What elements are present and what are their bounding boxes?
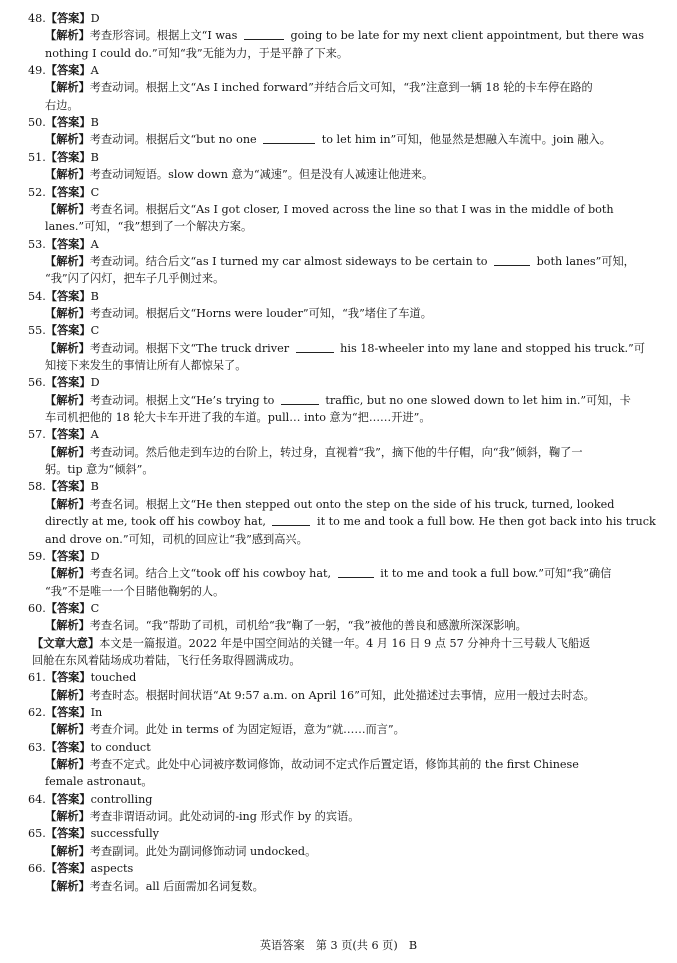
line-text: 66.: [28, 862, 46, 876]
fill-blank: [244, 28, 284, 40]
section-tag: 【解析】: [45, 28, 90, 43]
line-text: B: [90, 480, 99, 494]
line-text: 57.: [28, 428, 46, 442]
explanation-line: [0, 218, 677, 235]
explanation-line: [0, 45, 677, 62]
section-tag: 【答案】: [45, 184, 91, 199]
line-text: both lanes”可知，: [533, 254, 635, 268]
line-text: 考查非谓语动词。此处动词的-ing 形式作 by 的宾语。: [89, 810, 360, 824]
section-tag: 【解析】: [45, 566, 90, 581]
line-text: 51.: [28, 150, 46, 164]
line-text: 考查副词。此处为副词修饰动词 undocked。: [89, 844, 317, 858]
line-text: 考查动词。根据下文“The truck driver: [89, 341, 293, 355]
line-text: 考查动词。根据后文“Horns were louder”可知，“我”堵住了车道。: [89, 306, 432, 320]
line-text: 考查名词。根据后文“As I got closer, I moved across the line so that I was in the middle of both: [89, 202, 614, 216]
line-text: 考查动词。根据后文“but no one: [89, 133, 261, 147]
section-tag: 【解析】: [45, 878, 90, 893]
section-tag: 【解析】: [45, 80, 90, 95]
line-text: 考查动词。根据上文“As I inched forward”并结合后文可知，“我”注意到一辆 18 轮的卡车停在路的: [89, 81, 593, 95]
explanation-line: [0, 583, 677, 600]
line-text: 考查动词。结合后文“as I turned my car almost sideways to be certain to: [89, 254, 492, 268]
section-tag: 【答案】: [45, 288, 91, 303]
line-text: nothing I could do.”可知“我”无能为力，于是平静了下来。: [45, 46, 349, 60]
explanation-line: [0, 496, 677, 513]
line-text: 59.: [28, 549, 46, 563]
section-tag: 【解析】: [45, 809, 90, 824]
fill-blank: [272, 514, 310, 526]
line-text: 考查名词。“我”帮助了司机，司机给“我”鞠了一躬，“我”被他的善良和感激所深深影响。: [89, 619, 527, 633]
line-text: B: [90, 150, 99, 164]
line-text: going to be late for my next client appointment, but there was: [286, 29, 644, 43]
line-text: A: [90, 64, 99, 78]
line-text: 60.: [28, 601, 46, 615]
explanation-line: [0, 878, 677, 895]
line-text: B: [90, 116, 99, 130]
line-text: 考查动词。根据上文“He’s trying to: [89, 393, 278, 407]
line-text: 48.: [28, 12, 46, 25]
line-text: 考查名词。all 后面需加名词复数。: [89, 879, 264, 893]
line-text: C: [90, 324, 100, 338]
line-text: 53.: [28, 237, 46, 251]
line-text: 54.: [28, 289, 46, 303]
section-tag: 【文章大意】: [32, 635, 100, 650]
explanation-line: [0, 97, 677, 114]
answer-line: [0, 704, 677, 721]
line-text: 考查介词。此处 in terms of 为固定短语，意为“就……而言”。: [89, 723, 405, 737]
explanation-line: [0, 617, 677, 634]
answer-line: [0, 600, 677, 617]
line-text: 64.: [28, 792, 46, 806]
explanation-line: [0, 79, 677, 96]
explanation-line: [0, 357, 677, 374]
section-tag: 【答案】: [45, 375, 91, 390]
answer-line: [0, 791, 677, 808]
line-text: 61.: [28, 671, 46, 685]
fill-blank: [338, 566, 374, 578]
section-tag: 【答案】: [45, 705, 91, 719]
line-text: “我”不是唯一一个目睹他鞠躬的人。: [45, 584, 225, 598]
section-tag: 【答案】: [45, 861, 91, 876]
explanation-line: [0, 253, 677, 270]
line-text: “我”闪了闪灯，把车子几乎侧过来。: [45, 272, 225, 286]
explanation-line: [0, 305, 677, 322]
section-tag: 【解析】: [45, 253, 90, 268]
section-tag: 【答案】: [45, 115, 91, 130]
explanation-line: [0, 444, 677, 461]
line-text: D: [90, 376, 100, 390]
section-tag: 【答案】: [45, 236, 91, 251]
line-text: 考查名词。根据上文“He then stepped out onto the step on the side of his truck, turned, looked: [89, 497, 615, 511]
section-tag: 【答案】: [45, 739, 91, 754]
explanation-line: [0, 461, 677, 478]
explanation-line: [0, 409, 677, 426]
section-tag: 【解析】: [45, 618, 90, 633]
fill-blank: [263, 132, 315, 144]
answer-line: [0, 288, 677, 305]
line-text: touched: [90, 671, 137, 685]
line-text: 55.: [28, 324, 46, 338]
line-text: 本文是一篇报道。2022 年是中国空间站的关键一年。4 月 16 日 9 点 57 分神舟十三号载人飞船返: [99, 636, 591, 650]
explanation-line: [0, 340, 677, 357]
line-text: 52.: [28, 185, 46, 199]
line-text: D: [90, 12, 100, 25]
line-text: 50.: [28, 116, 46, 130]
line-text: 65.: [28, 827, 46, 841]
section-tag: 【答案】: [45, 149, 91, 164]
section-tag: 【解析】: [45, 496, 90, 511]
explanation-line: [0, 531, 677, 548]
section-tag: 【答案】: [45, 670, 91, 685]
explanation-line: [0, 201, 677, 218]
section-tag: 【答案】: [45, 826, 91, 841]
line-text: aspects: [90, 862, 134, 876]
line-text: lanes.”可知，“我”想到了一个解决方案。: [45, 220, 253, 234]
explanation-line: [0, 756, 677, 773]
line-text: and drove on.”可知，司机的回应让“我”感到高兴。: [45, 532, 308, 546]
answer-line: [0, 374, 677, 391]
explanation-line: [0, 166, 677, 183]
explanation-line: [0, 808, 677, 825]
summary-line: [0, 652, 677, 669]
section-tag: 【答案】: [45, 600, 91, 615]
section-tag: 【解析】: [45, 201, 90, 216]
line-text: it to me and took a full bow. He then got back into his truck: [313, 515, 656, 529]
explanation-line: [0, 27, 677, 44]
line-text: 知接下来发生的事情让所有人都惊呆了。: [45, 359, 247, 372]
line-text: B: [90, 289, 99, 303]
answer-line: [0, 10, 677, 27]
fill-blank: [494, 254, 530, 266]
summary-line: [0, 635, 677, 652]
answer-line: [0, 62, 677, 79]
explanation-line: [0, 843, 677, 860]
line-text: directly at me, took off his cowboy hat,: [45, 515, 270, 529]
explanation-line: [0, 270, 677, 287]
answer-line: [0, 236, 677, 253]
line-text: 考查动词。然后他走到车边的台阶上，转过身，直视着“我”，摘下他的牛仔帽，向“我”倾斜，鞠了一: [89, 445, 583, 459]
explanation-line: [0, 721, 677, 738]
line-text: successfully: [90, 827, 159, 841]
fill-blank: [281, 393, 319, 405]
line-text: 56.: [28, 376, 46, 390]
line-text: C: [90, 601, 100, 615]
section-tag: 【解析】: [45, 687, 90, 702]
line-text: 考查形容词。根据上文“I was: [89, 29, 241, 43]
line-text: 回舱在东风着陆场成功着陆，飞行任务取得圆满成功。: [32, 653, 301, 667]
answer-line: [0, 322, 677, 339]
explanation-line: [0, 392, 677, 409]
section-tag: 【答案】: [45, 63, 91, 78]
line-text: controlling: [90, 792, 153, 806]
section-tag: 【解析】: [45, 305, 90, 320]
line-text: traffic, but no one slowed down to let him in.”可知，卡: [321, 393, 631, 407]
section-tag: 【解析】: [45, 444, 90, 459]
section-tag: 【解析】: [45, 722, 90, 737]
section-tag: 【解析】: [45, 340, 90, 355]
line-text: 62.: [28, 706, 46, 719]
section-tag: 【解析】: [45, 392, 90, 407]
explanation-line: [0, 513, 677, 530]
answer-line: [0, 825, 677, 842]
answer-line: [0, 184, 677, 201]
line-text: 车司机把他的 18 轮大卡车开进了我的车道。pull… into 意为“把……开进”。: [45, 411, 431, 425]
line-text: 63.: [28, 740, 46, 754]
line-text: 考查时态。根据时间状语“At 9:57 a.m. on April 16”可知，此处描述过去事情，应用一般过去时态。: [89, 688, 595, 702]
answer-line: [0, 548, 677, 565]
section-tag: 【解析】: [45, 132, 90, 147]
line-text: C: [90, 185, 100, 199]
line-text: it to me and took a full bow.”可知“我”确信: [376, 567, 612, 581]
section-tag: 【答案】: [45, 548, 91, 563]
line-text: 右边。: [45, 98, 79, 112]
explanation-line: [0, 773, 677, 790]
explanation-line: [0, 687, 677, 704]
line-text: D: [90, 549, 100, 563]
section-tag: 【解析】: [45, 843, 90, 858]
answer-line: [0, 114, 677, 131]
line-text: A: [90, 428, 99, 442]
explanation-line: [0, 131, 677, 148]
line-text: In: [90, 706, 103, 719]
line-text: 考查动词短语。slow down 意为“减速”。但是没有人减速让他进来。: [89, 168, 434, 182]
section-tag: 【答案】: [45, 323, 91, 338]
page-footer: 英语答案 第 3 页(共 6 页) B: [259, 939, 418, 952]
line-text: his 18-wheeler into my lane and stopped his truck.”可: [336, 341, 645, 355]
answer-line: [0, 426, 677, 443]
line-text: 考查名词。结合上文“took off his cowboy hat,: [89, 567, 335, 581]
answer-line: [0, 669, 677, 686]
line-text: to conduct: [90, 740, 151, 754]
section-tag: 【答案】: [45, 791, 91, 806]
answer-line: [0, 149, 677, 166]
section-tag: 【解析】: [45, 757, 90, 772]
line-text: to let him in”可知，他显然是想融入车流中。join 融入。: [318, 133, 611, 147]
fill-blank: [296, 341, 334, 353]
section-tag: 【答案】: [45, 11, 91, 25]
line-text: female astronaut。: [45, 775, 153, 789]
section-tag: 【答案】: [45, 427, 91, 442]
line-text: 58.: [28, 480, 46, 494]
line-text: 躬。tip 意为“倾斜”。: [45, 463, 154, 477]
section-tag: 【答案】: [45, 479, 91, 494]
line-text: 考查不定式。此处中心词被序数词修饰，故动词不定式作后置定语，修饰其前的 the first Chinese: [89, 758, 579, 772]
line-text: 49.: [28, 64, 46, 78]
section-tag: 【解析】: [45, 167, 90, 182]
explanation-line: [0, 565, 677, 582]
answer-line: [0, 739, 677, 756]
answer-line: [0, 478, 677, 495]
line-text: A: [90, 237, 99, 251]
answer-line: [0, 860, 677, 877]
